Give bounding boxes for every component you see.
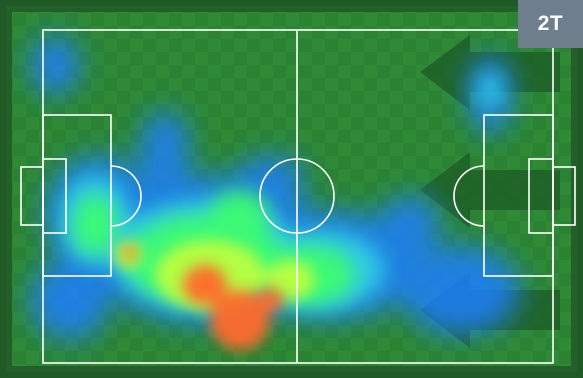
- period-badge: 2T: [518, 0, 583, 48]
